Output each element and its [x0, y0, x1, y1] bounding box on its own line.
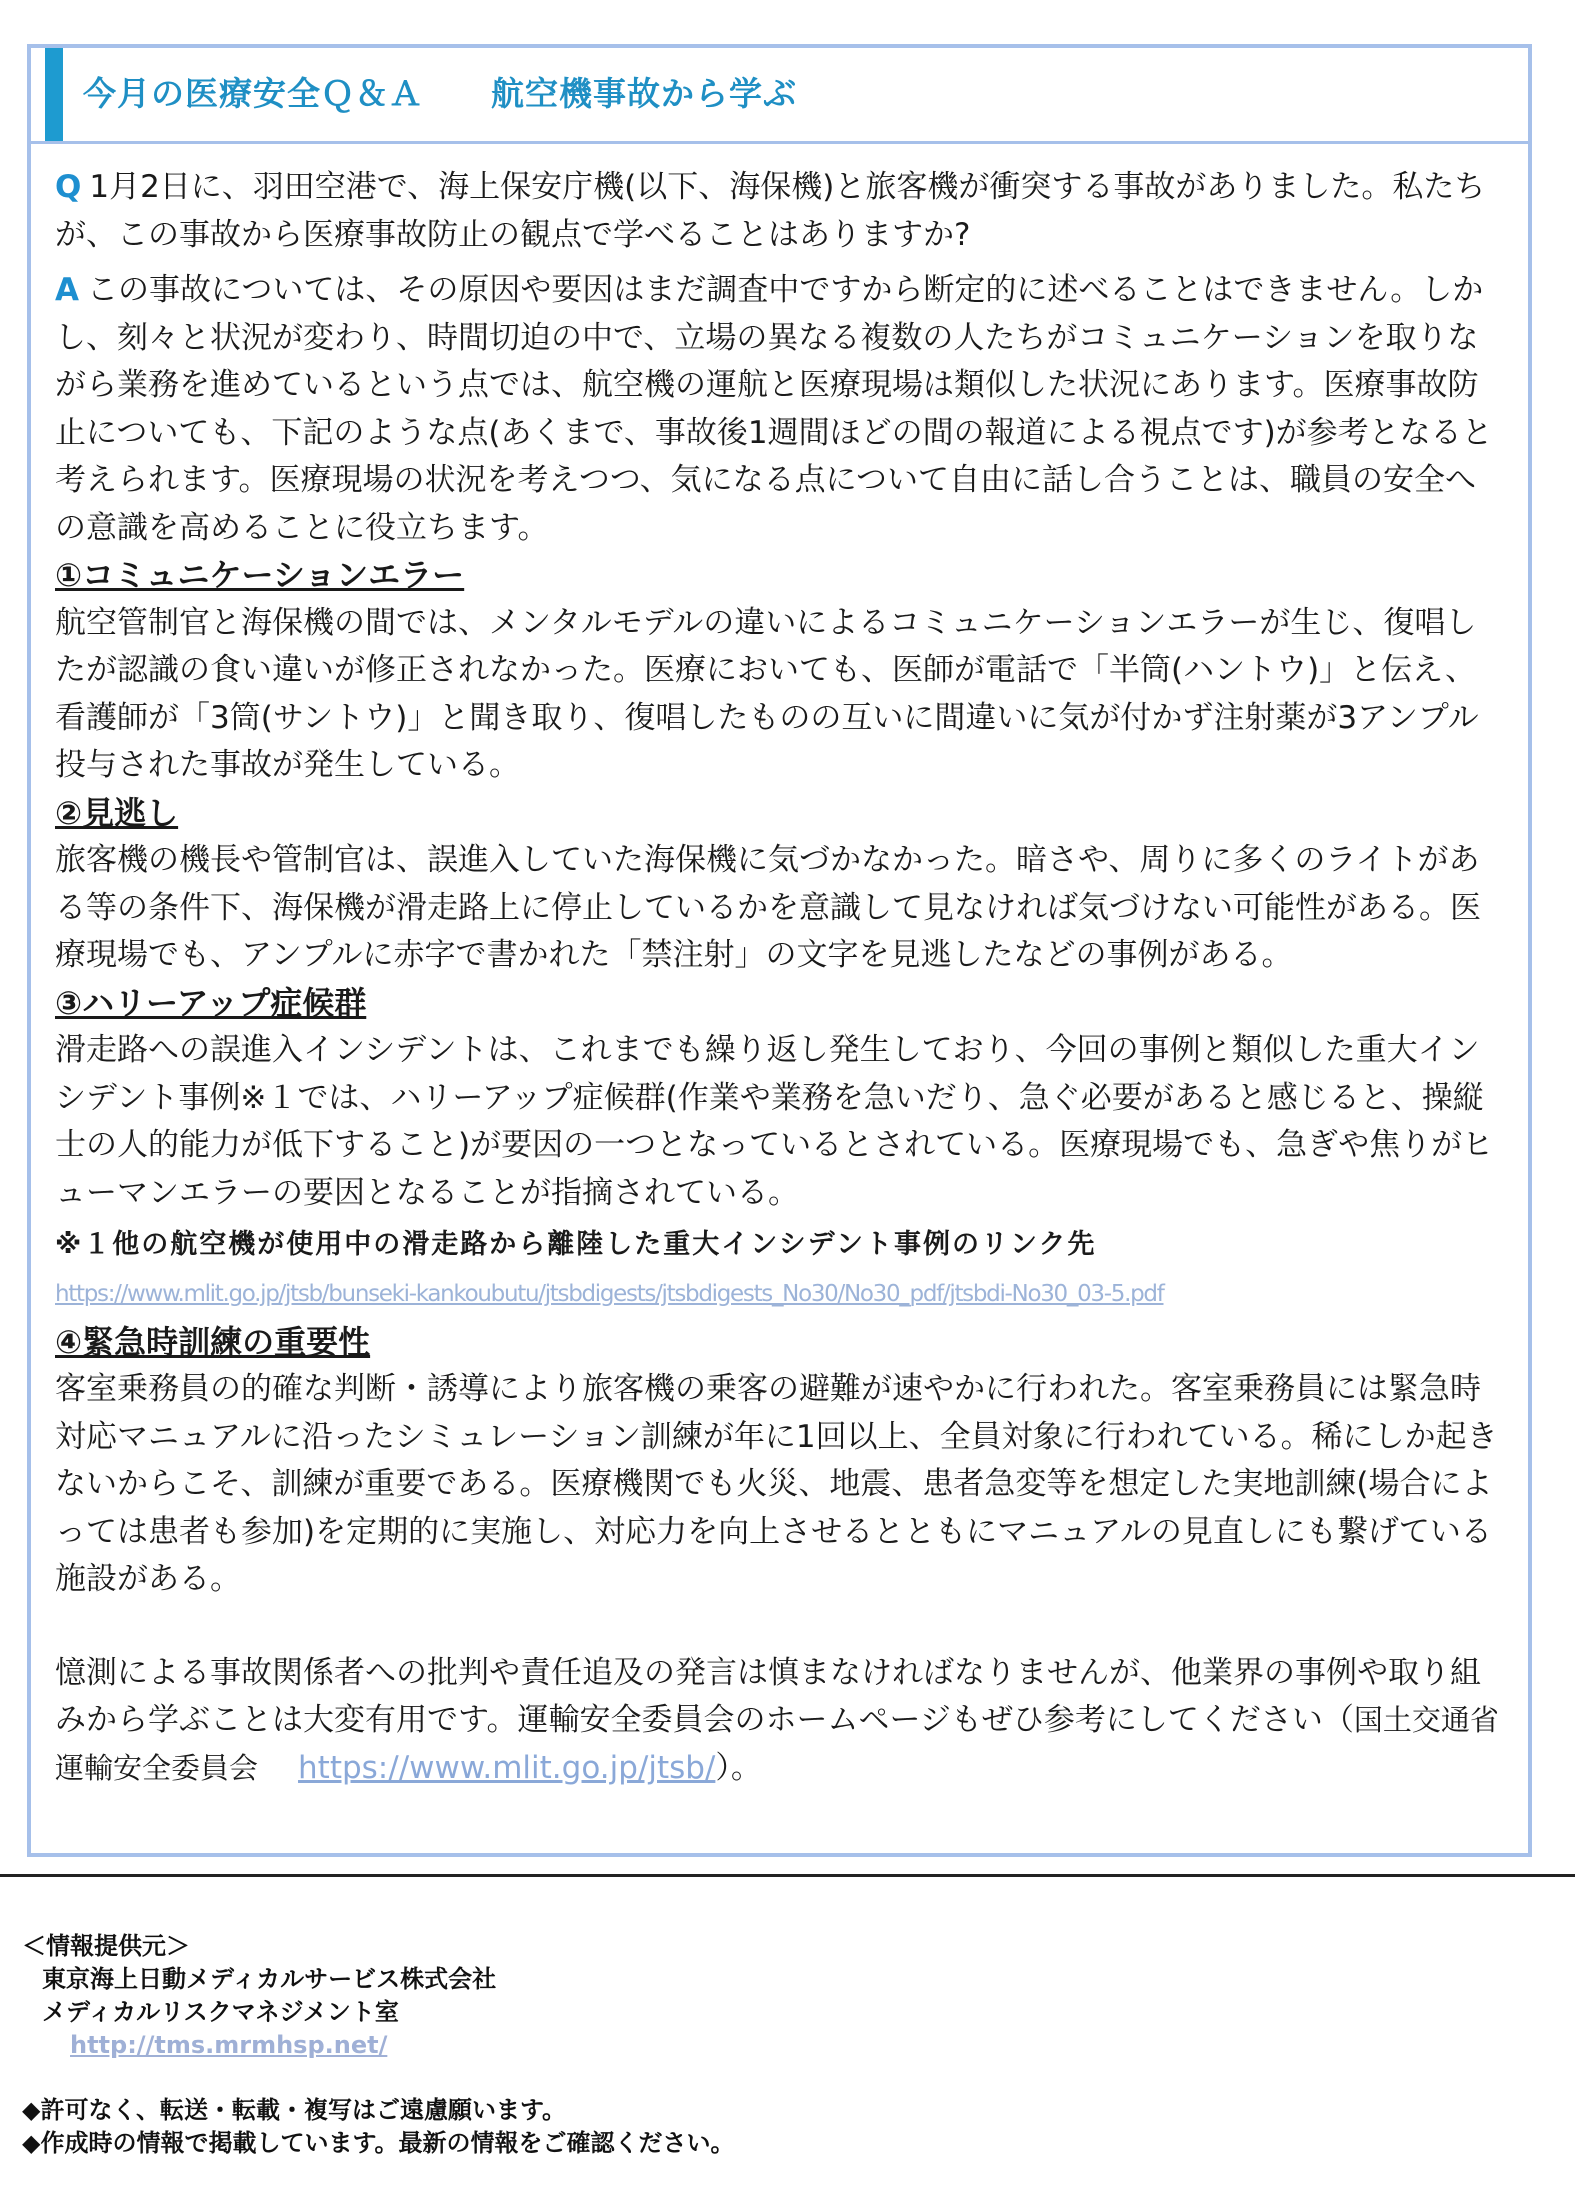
qa-panel: [27, 44, 1532, 1857]
closing-text: 憶測による事故関係者への批判や責任追及の発言は慎まなければなりませんが、他業界の事例や取り組みから学ぶことは大変有用です。運輸安全委員会のホームページもぜひ参考にしてください（: [55, 1654, 1481, 1738]
title-accent-bar: [45, 48, 63, 141]
copy-notice: ◆許可なく、転送・転載・複写はご遠慮願います。: [22, 2096, 567, 2124]
footer-notes: [22, 2094, 735, 2160]
section-body-communication: 航空管制官と海保機の間では、メンタルモデルの違いによるコミュニケーションエラーが生じ、復唱したが認識の食い違いが修正されなかった。医療においても、医師が電話で「半筒(ハントウ)」と伝え、看護師が「3筒(サントウ)」と聞き取り、復唱したものの互いに間違いに気が付かず注射薬が3アンプル投与された事故が発生している。: [55, 604, 1479, 783]
closing-org: 国土交通省 運輸安全委員会: [55, 1703, 1528, 1785]
section-body-hurry-up: 滑走路への誤進入インシデントは、これまでも繰り返し発生しており、今回の事例と類似した重大インシデント事例※１では、ハリーアップ症候群(作業や業務を急いだり、急ぐ必要があると感じると、操縦士の人的能力が低下すること)が要因の一つとなっているとされている。医療現場でも、急ぎや焦りがヒューマンエラーの要因となることが指摘されている。: [55, 1032, 1494, 1211]
footnote-text: ※１他の航空機が使用中の滑走路から離陸した重大インシデント事例のリンク先: [55, 1229, 1097, 1260]
question-mark: Q: [55, 169, 82, 205]
department-name: メディカルリスクマネジメント室: [42, 1998, 399, 2026]
info-notice: ◆作成時の情報で掲載しています。最新の情報をご確認ください。: [22, 2129, 735, 2157]
company-name: 東京海上日動メディカルサービス株式会社: [42, 1965, 497, 1993]
spacer: [55, 1604, 1505, 1650]
provider-link[interactable]: http://tms.mrmhsp.net/: [70, 2031, 388, 2059]
jtsb-link[interactable]: https://www.mlit.go.jp/jtsb/: [298, 1749, 716, 1786]
closing-end: ）。: [715, 1749, 762, 1786]
answer-paragraph: [55, 267, 1505, 552]
question-text: 1月2日に、羽田空港で、海上保安庁機(以下、海保機)と旅客機が衝突する事故がありました。私たちが、この事故から医療事故防止の観点で学べることはありますか?: [55, 169, 1486, 253]
section-heading-hurry-up: ③ハリーアップ症候群: [55, 983, 367, 1022]
section-heading-emergency-training: ④緊急時訓練の重要性: [55, 1322, 371, 1361]
closing-paragraph: [55, 1650, 1528, 1793]
section-heading-oversight: ②見逃し: [55, 793, 179, 832]
qa-content: [55, 164, 1528, 1792]
section-body-oversight: 旅客機の機長や管制官は、誤進入していた海保機に気づかなかった。暗さや、周りに多くのライトがある等の条件下、海保機が滑走路上に停止しているかを意識して見なければ気づけない可能性がある。医療現場でも、アンプルに赤字で書かれた「禁注射」の文字を見逃したなどの事例がある。: [55, 842, 1481, 973]
footer: [22, 1930, 735, 2160]
section-heading-communication: ①コミュニケーションエラー: [55, 556, 465, 594]
answer-mark: A: [55, 272, 79, 308]
question-paragraph: [55, 164, 1505, 259]
source-label: ＜情報提供元＞: [22, 1932, 190, 1960]
section-body-emergency-training: 客室乗務員の的確な判断・誘導により旅客機の乗客の避難が速やかに行われた。客室乗務員には緊急時対応マニュアルに沿ったシミュレーション訓練が年に1回以上、全員対象に行われている。稀にしか起きないからこそ、訓練が重要である。医療機関でも火災、地震、患者急変等を想定した実地訓練(場合によっては患者も参加)を定期的に実施し、対応力を向上させるとともにマニュアルの見直しにも繋げている施設がある。: [55, 1371, 1498, 1597]
footnote-link[interactable]: https://www.mlit.go.jp/jtsb/bunseki-kankoubutu/jtsbdigests/jtsbdigests_No30/No30_pdf/jtsbdi-No30_03-5.pdf: [55, 1280, 1164, 1307]
answer-text: この事故については、その原因や要因はまだ調査中ですから断定的に述べることはできません。しかし、刻々と状況が変わり、時間切迫の中で、立場の異なる複数の人たちがコミュニケーションを取りながら業務を進めているという点では、航空機の運航と医療現場は類似した状況にあります。医療事故防止についても、下記のような点(あくまで、事故後1週間ほどの間の報道による視点です)が参考となると考えられます。医療現場の状況を考えつつ、気になる点について自由に話し合うことは、職員の安全への意識を高めることに役立ちます。: [55, 272, 1493, 546]
title-bar: [31, 48, 1528, 144]
divider: [0, 1874, 1575, 1877]
page-title: 今月の医療安全Ｑ＆Ａ 航空機事故から学ぶ: [83, 74, 797, 113]
